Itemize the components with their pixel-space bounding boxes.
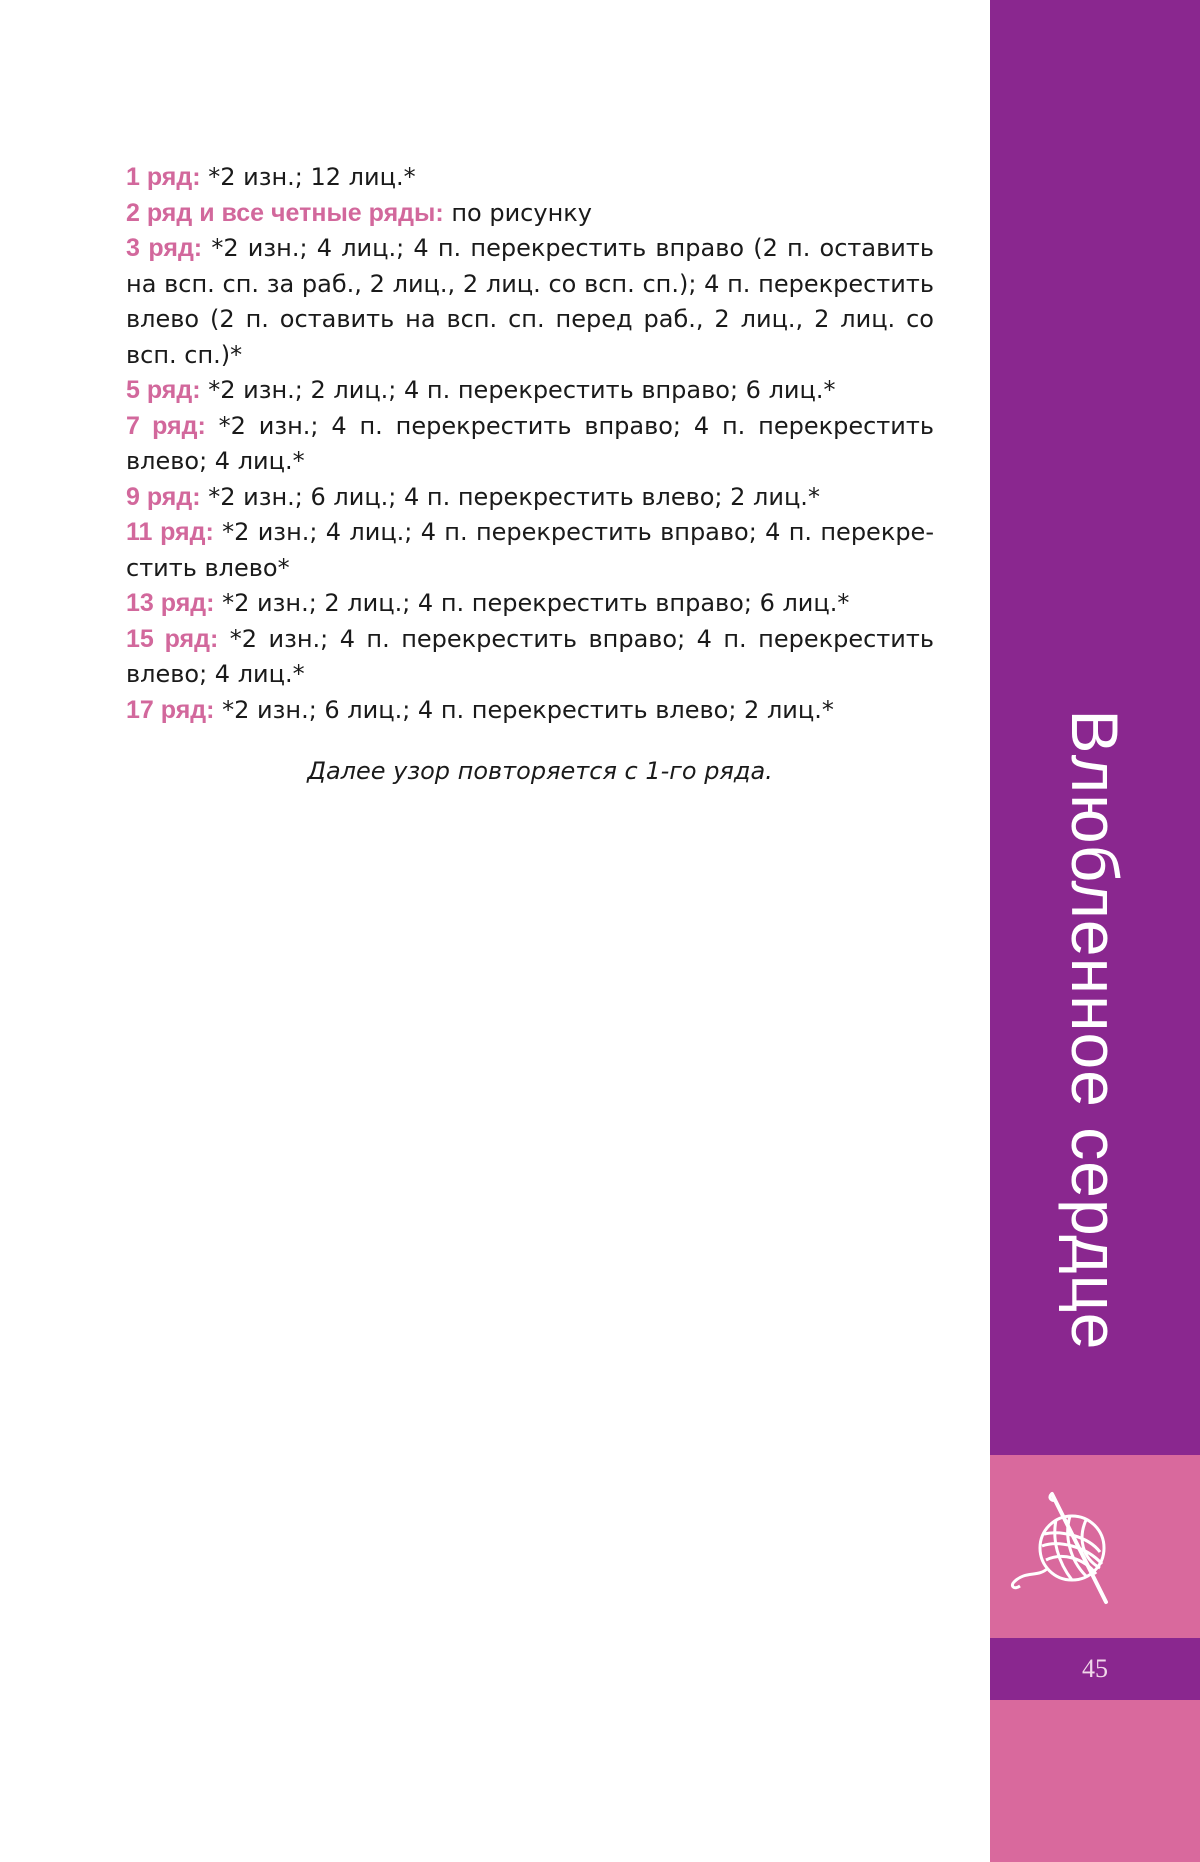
row-5 xyxy=(126,373,934,409)
row-label: 11 ряд: xyxy=(126,518,214,546)
row-text: *2 изн.; 4 лиц.; 4 п. перекрестить вправо; 4 п. перекрестить влево* xyxy=(126,518,934,582)
repeat-note: Далее узор повторяется с 1-го ряда. xyxy=(307,757,773,785)
row-text: *2 изн.; 4 п. перекрестить вправо; 4 п. перекрестить влево; 4 лиц.* xyxy=(126,624,934,688)
row-text: *2 изн.; 12 лиц.* xyxy=(200,163,416,191)
chapter-title: Влюбленное сердце xyxy=(1058,709,1132,1351)
row-1 xyxy=(126,160,934,196)
row-17 xyxy=(126,693,934,729)
row-text: *2 изн.; 4 п. перекрестить вправо; 4 п. перекрестить влево; 4 лиц.* xyxy=(126,411,934,475)
row-text: *2 изн.; 2 лиц.; 4 п. перекрестить вправо; 6 лиц.* xyxy=(200,376,836,404)
row-label: 13 ряд: xyxy=(126,589,215,617)
row-label: 7 ряд: xyxy=(126,411,206,440)
row-label: 2 ряд и все четные ряды: xyxy=(126,198,444,227)
row-2 xyxy=(126,196,934,232)
row-15 xyxy=(126,622,934,693)
row-3 xyxy=(126,231,934,373)
row-text: по рисунку xyxy=(443,198,592,227)
yarn-ball-crochet-hook-icon xyxy=(1000,1490,1130,1610)
row-label: 15 ряд: xyxy=(126,624,219,653)
row-label: 1 ряд: xyxy=(126,163,201,191)
row-label: 3 ряд: xyxy=(126,234,203,262)
row-9 xyxy=(126,480,934,516)
pattern-instructions xyxy=(126,160,934,813)
row-text: *2 изн.; 4 лиц.; 4 п. перекрестить вправо (2 п. оставить на всп. сп. за раб., 2 лиц., 2 лиц. со всп. сп.); 4 п. перекрестить влево (2 п. оставить на всп. сп. перед раб., 2 лиц., 2 лиц. со всп. сп.)* xyxy=(126,234,934,369)
row-7 xyxy=(126,409,934,480)
row-text: *2 изн.; 6 лиц.; 4 п. перекрестить влево; 2 лиц.* xyxy=(200,482,820,511)
row-13 xyxy=(126,586,934,622)
row-label: 17 ряд: xyxy=(126,695,215,724)
row-11 xyxy=(126,515,934,586)
sidebar-pink-bottom-band xyxy=(990,1700,1200,1862)
page-number: 45 xyxy=(1082,1654,1108,1683)
row-label: 9 ряд: xyxy=(126,482,201,511)
row-text: *2 изн.; 6 лиц.; 4 п. перекрестить влево; 2 лиц.* xyxy=(214,695,834,724)
row-label: 5 ряд: xyxy=(126,376,201,404)
row-text: *2 изн.; 2 лиц.; 4 п. перекрестить вправо; 6 лиц.* xyxy=(214,589,850,617)
